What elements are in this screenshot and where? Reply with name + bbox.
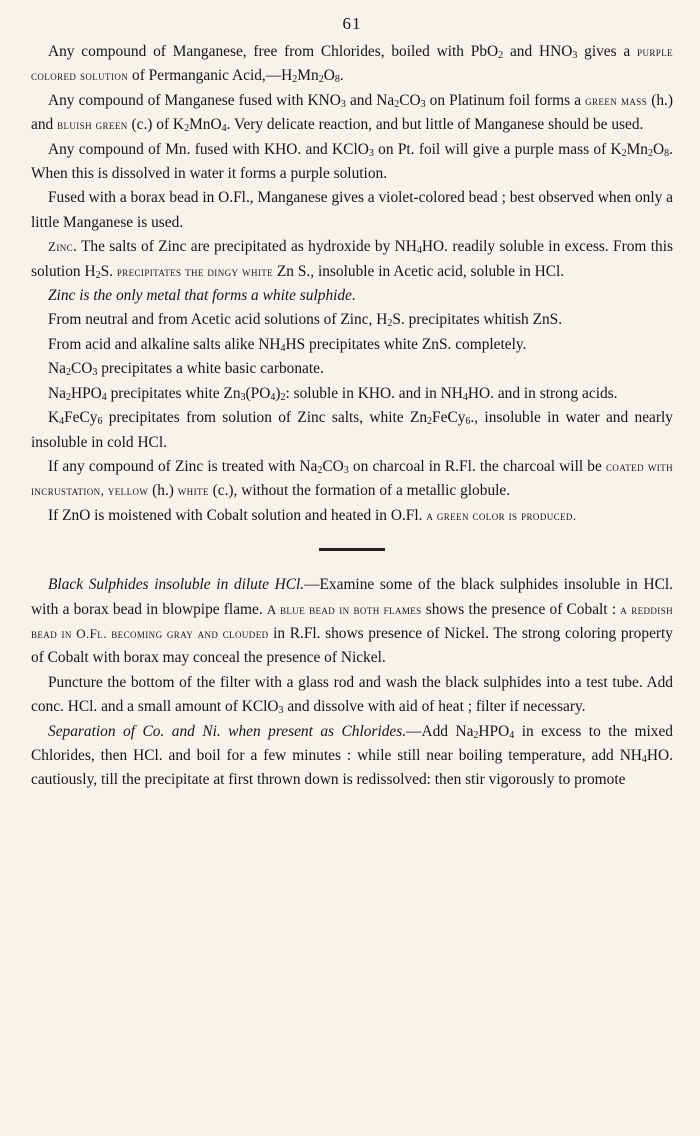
small-caps-text: a green color is produced. [426,507,577,523]
paragraph-manganese-platinum-foil [31,89,673,138]
paragraph-black-sulphides [31,573,673,671]
paragraph-zinc-carbonate [31,357,673,381]
paragraph-zinc-neutral [31,308,673,332]
text-run: FeCy [64,409,98,427]
text-run: and dissolve with aid of heat ; filter if necessary. [283,698,586,716]
subscript: 2 [292,74,298,86]
text-run: HO. cautiously, till the precipitate at first thrown down is redissolved: then stir vigorously to promote [31,746,673,789]
subscript: 2 [184,123,190,135]
text-run: Any compound of Manganese fused with KNO [48,91,341,109]
text-run: If ZnO is moistened with Cobalt solution and heated in O.Fl. [48,506,427,524]
small-caps-text: bluish green [57,117,128,133]
text-run: Na [48,360,66,378]
subscript: 3 [420,98,426,110]
text-run: —Add Na [406,722,474,740]
text-run: CO [70,360,93,378]
text-run: . Very delicate reaction, and but little of Manganese should be used. [226,116,644,134]
text-run: HPO [70,384,102,402]
subscript: 4 [509,729,515,741]
italic-text: Separation of Co. and Ni. when present as Chlorides. [48,722,407,740]
subscript: 4 [221,123,227,135]
text-run: shows the presence of Cobalt : [421,600,621,618]
subscript: 2 [65,367,71,379]
paragraph-zinc-cobalt [31,504,673,528]
subscript: 2 [387,318,393,330]
subscript: 2 [318,74,324,86]
subscript: 2 [65,391,71,403]
subscript: 6 [97,416,103,428]
text-run: S. precipitates whitish ZnS. [392,311,563,329]
text-run: Any compound of Manganese, free from Chlorides, boiled with PbO [48,43,499,60]
subscript: 8 [664,147,670,159]
subscript: 8 [334,74,340,86]
book-page [31,10,673,793]
text-run: HO. readily soluble in excess. From this solution H [31,238,673,280]
text-run: (c.), without the formation of a metallic globule. [208,482,511,500]
subscript: 3 [92,367,98,379]
subscript: 4 [641,753,647,765]
text-run: CO [399,91,421,109]
small-caps-text: A blue bead in both flames [266,601,422,617]
subscript: 3 [340,98,346,110]
text-run: HO. and in strong acids. [467,384,618,402]
text-run: (PO [245,384,271,402]
text-run: Mn [297,67,319,85]
text-run: Mn [626,140,649,158]
subscript: 2 [280,391,286,403]
subscript: 4 [59,416,65,428]
small-caps-text: green mass [585,92,648,108]
subscript: 3 [572,50,578,61]
paragraph-manganese-borax-bead [31,186,673,235]
text-run: Any compound of Mn. fused with KHO. and KClO [48,140,369,158]
paragraph-zinc-alkaline [31,333,673,357]
small-caps-text: coated with incrustation, yellow [31,458,673,499]
subscript: 2 [317,464,323,476]
subscript: 2 [427,416,433,428]
text-run: of Permanganic Acid,—H [128,67,293,85]
subscript: 4 [101,391,107,403]
text-run: O [653,140,665,158]
subscript: 6 [465,416,471,428]
text-run: S. [100,262,117,280]
text-run: on Pt. foil will give a purple mass of K [373,140,622,158]
subscript: 4 [280,342,286,354]
text-run: ., insoluble in water and nearly insoluble in cold HCl. [31,409,673,451]
subscript: 3 [240,391,246,403]
subscript: 2 [648,147,654,159]
text-run: : soluble in KHO. and in NH [285,384,463,402]
text-run: precipitates from solution of Zinc salts, white Zn [102,409,428,427]
small-caps-text: white [177,483,209,499]
paragraph-separation-co-ni [31,720,673,793]
text-run: . [339,67,344,85]
text-run: —Examine some of the black sulphides insoluble in HCl. with a borax bead in blowpipe flame. [31,576,673,618]
text-run: (h.) [148,482,178,500]
text-run: HS precipitates white ZnS. completely. [285,335,527,353]
text-run: CO [322,457,344,475]
text-run: From acid and alkaline salts alike NH [48,335,281,353]
text-run: HPO [478,722,510,740]
text-run: O [323,67,335,85]
page-number: 61 [342,14,362,33]
paragraph-zinc-intro [31,235,673,284]
paragraph-puncture-filter [31,671,673,720]
paragraph-manganese-kho [31,138,673,187]
text-run: on charcoal in R.Fl. the charcoal will be [348,457,607,475]
small-caps-text: purple colored solution [31,44,673,84]
text-run: (h.) and [31,91,673,134]
text-run: on Platinum foil forms a [425,91,586,109]
text-run: MnO [189,116,222,134]
subscript: 3 [368,147,374,159]
text-run: precipitates white Zn [106,384,241,402]
text-run: gives a [577,43,638,60]
paragraph-zinc-charcoal [31,455,673,504]
small-caps-text: a reddish bead in O.Fl. becoming gray and clouded [31,601,673,641]
paragraph-zinc-ferrocyanide [31,406,673,455]
section-divider [319,548,385,551]
text-run: and HNO [503,43,573,60]
text-run: If any compound of Zinc is treated with Na [48,457,318,475]
subscript: 2 [473,729,479,741]
paragraph-manganese-permanganic [31,40,673,89]
small-caps-text: Zinc [48,239,74,255]
text-run: . When this is dissolved in water it forms a purple solution. [31,140,673,183]
italic-text: Black Sulphides insoluble in dilute HCl. [48,576,305,594]
text-run: K [48,409,60,427]
text-run: Fused with a borax bead in O.Fl., Manganese gives a violet-colored bead ; best observed when only a little Manganese is used. [31,189,673,231]
subscript: 3 [278,705,284,717]
subscript: 2 [621,147,627,159]
subscript: 2 [394,98,400,110]
subscript: 4 [270,391,276,403]
text-run: and Na [345,91,395,109]
text-run: . The salts of Zinc are precipitated as hydroxide by NH [73,238,417,256]
subscript: 2 [498,50,504,61]
subscript: 4 [462,391,468,403]
text-run: Puncture the bottom of the filter with a glass rod and wash the black sulphides into a test tube. Add conc. HCl. and a small amount of KClO [31,673,673,716]
text-run: in excess to the mixed Chlorides, then HCl. and boil for a few minutes : while still near boiling temperature, add NH [31,722,673,764]
text-run: FeCy [432,409,466,427]
subscript: 2 [95,269,101,281]
paragraph-zinc-white-sulphide [31,284,673,308]
text-run: Zn S., insoluble in Acetic acid, soluble in HCl. [273,262,565,280]
subscript: 4 [416,245,422,257]
italic-text: Zinc is the only metal that forms a white sulphide. [48,287,356,305]
text-run: ) [275,384,281,402]
subscript: 3 [343,464,349,476]
text-run: (c.) of K [127,116,185,134]
small-caps-text: precipitates the dingy white [116,263,274,279]
paragraph-zinc-phosphate [31,382,673,406]
text-run: Na [48,384,66,402]
text-run: From neutral and from Acetic acid solutions of Zinc, H [48,311,388,329]
text-run: precipitates a white basic carbonate. [97,360,324,378]
text-run: in R.Fl. shows presence of Nickel. The strong coloring property of Cobalt with borax may conceal the presence of Nickel. [31,624,673,667]
